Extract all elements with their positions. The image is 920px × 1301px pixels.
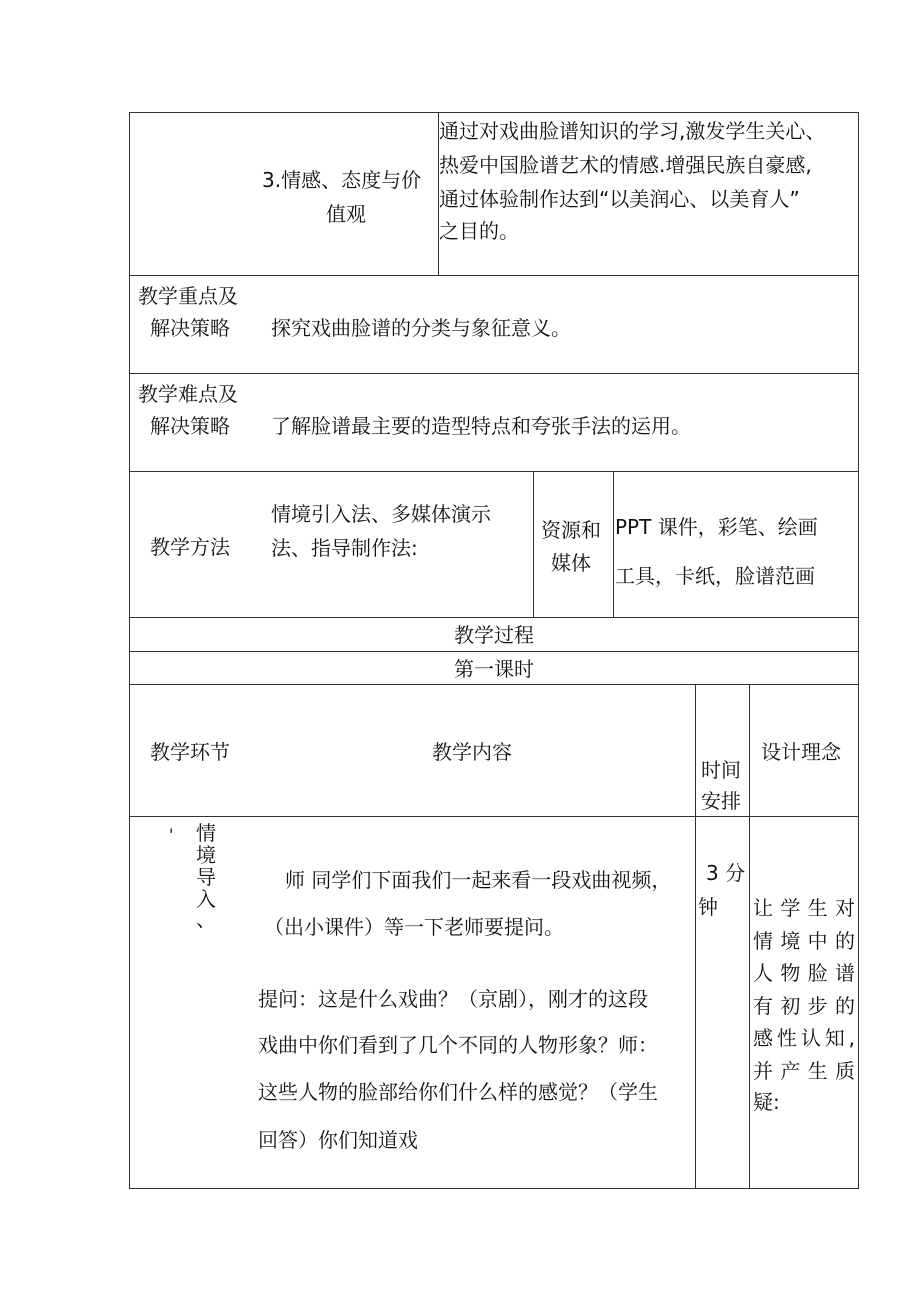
- row1-concept-line: 并产生质: [753, 1058, 855, 1083]
- process-title: 教学过程: [454, 623, 534, 647]
- objectives-content-line: 热爱中国脸谱艺术的情感.增强民族自豪感,: [439, 153, 812, 177]
- row1-stage-char: 入: [196, 887, 216, 911]
- row1-concept-line: 让学生对: [753, 896, 855, 920]
- header-time-line1: 时间: [701, 758, 741, 782]
- key-points-label-line1: 教学重点及: [138, 284, 238, 308]
- key-points-label-line2: 解决策略: [150, 316, 230, 340]
- objectives-content-line: 通过对戏曲脸谱知识的学习,激发学生关心、: [439, 119, 826, 143]
- lesson-title: 第一课时: [454, 657, 534, 681]
- key-points-content: 探究戏曲脸谱的分类与象征意义。: [271, 316, 571, 340]
- row1-content-line: 这些人物的脸部给你们什么样的感觉？（学生: [258, 1080, 658, 1104]
- objectives-content-line: 通过体验制作达到“以美润心、以美育人”: [439, 187, 800, 211]
- column-divider: [533, 471, 534, 617]
- row1-content-line: 戏曲中你们看到了几个不同的人物形象？师：: [258, 1033, 658, 1057]
- header-stage: 教学环节: [150, 740, 230, 764]
- resources-line2: 工具，卡纸，脸谱范画: [615, 564, 815, 588]
- methods-content-line2: 法、指导制作法:: [271, 536, 418, 560]
- objectives-label-line1: 3.情感、态度与价: [262, 168, 422, 192]
- row1-concept-line: 有初步的: [753, 993, 855, 1018]
- header-content: 教学内容: [432, 740, 512, 764]
- row1-mark: ': [169, 825, 174, 844]
- row1-concept-line: 疑:: [753, 1090, 780, 1114]
- header-concept: 设计理念: [761, 740, 841, 764]
- difficult-points-label-line1: 教学难点及: [138, 382, 238, 406]
- resources-line1: PPT 课件，彩笔、绘画: [615, 515, 818, 539]
- row-divider: [129, 373, 859, 374]
- column-divider: [695, 684, 696, 1188]
- row1-stage-char: 导: [196, 865, 216, 889]
- row-divider: [129, 617, 859, 618]
- row-divider: [129, 471, 859, 472]
- row1-stage-char: 、: [196, 907, 216, 931]
- methods-content-line1: 情境引入法、多媒体演示: [271, 502, 491, 526]
- row1-content-line: 师 同学们下面我们一起来看一段戏曲视频，: [285, 868, 672, 892]
- row1-time-line2: 钟: [698, 895, 718, 919]
- row-divider: [129, 275, 859, 276]
- objectives-content-line: 之目的。: [439, 219, 519, 243]
- difficult-points-label-line2: 解决策略: [150, 414, 230, 438]
- column-divider: [749, 684, 750, 1188]
- row1-content-line: 提问：这是什么戏曲？（京剧），刚才的这段: [258, 987, 648, 1011]
- resources-label-line2: 媒体: [551, 551, 591, 575]
- header-time-line2: 安排: [701, 789, 741, 813]
- row-divider: [129, 651, 859, 652]
- row1-content-line: 回答）你们知道戏: [258, 1128, 418, 1152]
- methods-label: 教学方法: [150, 535, 230, 559]
- row1-stage-char: 情: [196, 821, 216, 845]
- table-border-top: [129, 112, 859, 113]
- table-border-bottom: [129, 1188, 859, 1189]
- objectives-label-line2: 值观: [326, 202, 366, 226]
- row1-concept-line: 情境中的: [753, 928, 855, 953]
- column-divider: [613, 471, 614, 617]
- row1-content-line: （出小课件）等一下老师要提问。: [264, 915, 564, 939]
- row1-stage-char: 境: [196, 843, 216, 867]
- row1-concept-line: 感性认知,: [753, 1026, 855, 1050]
- resources-label-line1: 资源和: [541, 518, 601, 542]
- difficult-points-content: 了解脸谱最主要的造型特点和夸张手法的运用。: [271, 414, 691, 438]
- row1-time-line1: 3 分: [706, 861, 746, 885]
- row1-concept-line: 人物脸谱: [753, 961, 855, 985]
